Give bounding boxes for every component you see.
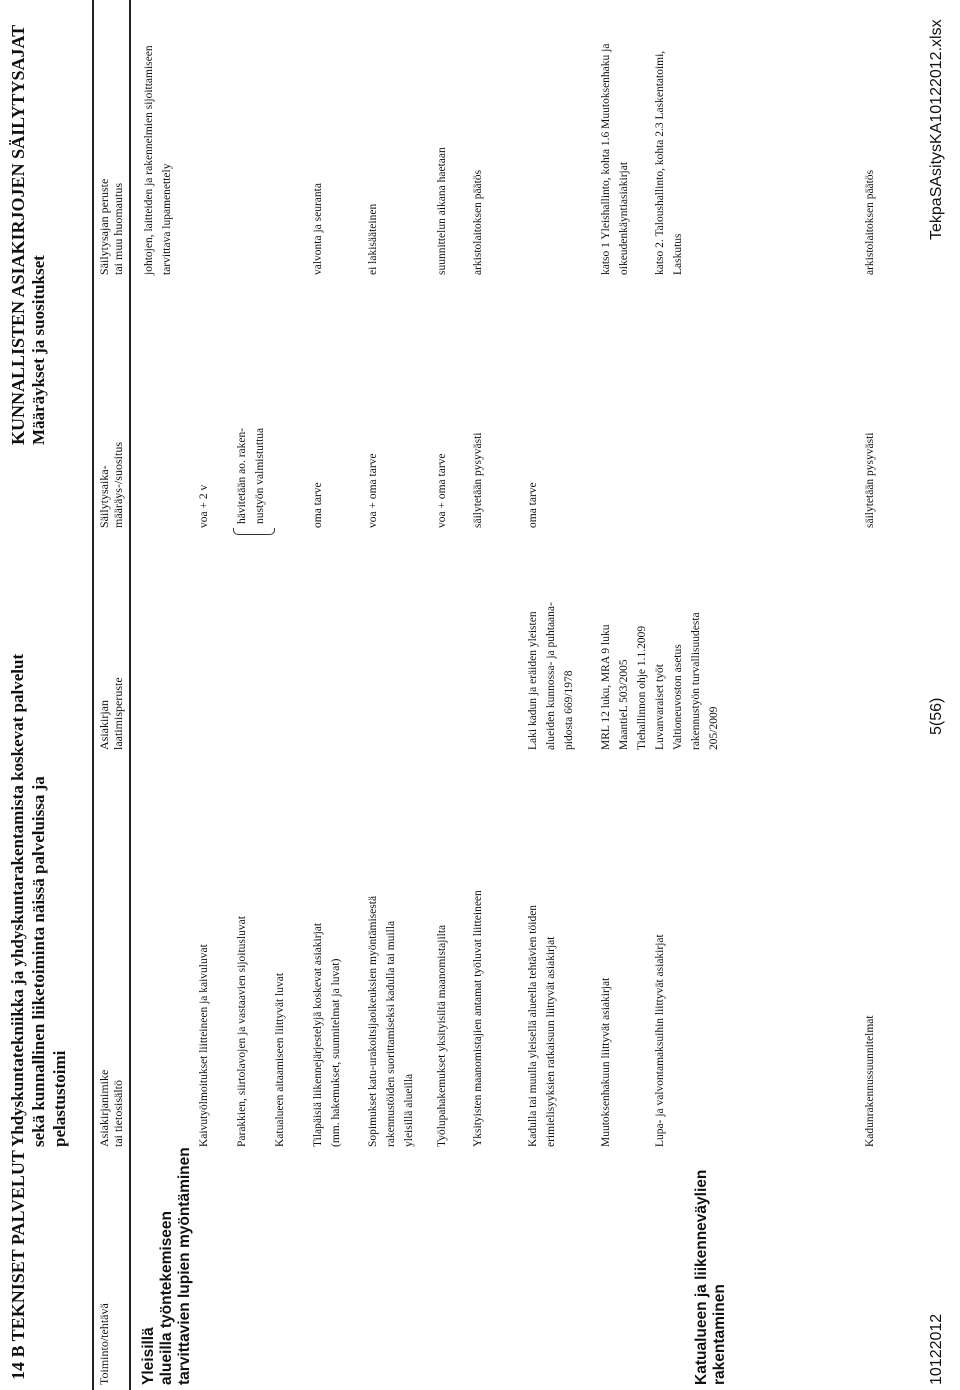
row-6-time: voa + oma tarve (367, 453, 379, 528)
column-header-activity: Toiminto/tehtävä (97, 1303, 111, 1385)
row-6-name-1: Sopimukset katu-urakoitsijaoikeuksien myöntämisestä (367, 895, 379, 1147)
row-7-name: Työlupahakemukset yksityisiltä maanomistajilta (436, 924, 448, 1147)
row-3-time-2: nustyön valmistuttua (254, 427, 266, 524)
row-5-time: oma tarve (312, 482, 324, 528)
row-10-note-1: katso 1 Yleishallinto, kohta 1.6 Muutoksenhaku ja (600, 43, 612, 275)
footer-date: 10122012 (928, 1313, 945, 1385)
row-11-note-2: Laskutus (672, 233, 684, 275)
subtitle-line-1: Yhdyskuntatekniikka ja yhdyskuntarakentamista koskevat palvelut (8, 653, 27, 1147)
row-6-note: ei lakisääteinen (367, 203, 379, 275)
row-11-note-1: katso 2. Taloushallinto, kohta 2.3 Laskentatoimi, (654, 50, 666, 275)
row-3-time-1: hävitetään ao. raken- (236, 427, 248, 524)
section-heading-line-1: Yleisillä (140, 1327, 157, 1385)
header-top-rule (92, 0, 94, 1390)
row-5-name-2: (mm. hakemukset, suunnitelmat ja luvat) (330, 958, 342, 1147)
subtitle-line-2: sekä kunnallinen liiketoiminta näissä palveluissa ja (29, 776, 48, 1147)
row-9-basis-1: Laki kadun ja eräiden yleisten (527, 611, 539, 750)
row-8-time: säilytetään pysyvästi (472, 432, 484, 528)
column-header-note-2: tai muu huomautus (111, 183, 125, 275)
row-10-basis-4: Luvanvaraiset työt (654, 664, 666, 750)
header-bottom-rule (129, 0, 131, 1390)
row-6-name-3: yleisillä alueilla (403, 1073, 415, 1147)
row-9-basis-3: pidosta 669/1978 (563, 670, 575, 750)
section-heading-2-line-1: Katualueen ja liikenneväylien (693, 1169, 710, 1385)
column-header-document-name-1: Asiakirjanimike (97, 1069, 111, 1147)
column-header-basis-2: laatimisperuste (111, 677, 125, 750)
row-6-name-2: rakennustöiden suorittamiseksi kadulla tai muilla (385, 920, 397, 1147)
row-7-note: suunnittelun aikana haetaan (436, 147, 448, 275)
row-5-name-1: Tilapäisiä liikennejärjestelyjä koskevat asiakirjat (312, 922, 324, 1147)
row-5-note: valvonta ja seuranta (312, 183, 324, 275)
row-9-name-2: erimielisyyksien ratkaisuun liittyvät asiakirjat (545, 936, 557, 1147)
column-header-basis-1: Asiakirjan (97, 700, 111, 750)
row-10-basis-1: MRL 12 luku, MRA 9 luku (600, 624, 612, 750)
section-heading-line-2: alueilla työntekemiseen (158, 1210, 175, 1385)
row-2-time: voa + 2 v (198, 484, 210, 528)
row-7-time: voa + oma tarve (436, 453, 448, 528)
row-12-name: Kadunrakennussuunnitelmat (864, 1015, 876, 1147)
row-9-time: oma tarve (527, 482, 539, 528)
row-8-name: Yksityisten maanomistajien antamat työluvat liitteineen (472, 890, 484, 1147)
row-10-basis-3: Tiehallinnon ohje 1.1.2009 (636, 625, 648, 750)
document-title: KUNNALLISTEN ASIAKIRJOJEN SÄILYTYSAJAT (8, 24, 28, 445)
row-10-basis-7: 205/2009 (708, 706, 720, 750)
brace-icon (233, 528, 275, 535)
row-12-note: arkistolaitoksen päätös (864, 169, 876, 275)
column-header-document-name-2: tai tietosisältö (111, 1080, 125, 1147)
row-1-note-1: johtojen, laitteiden ja rakennelmien sijoittamiseen (143, 45, 155, 275)
row-3-name: Parakkien, siirtolavojen ja vastaavien sijoitusluvat (236, 916, 248, 1147)
row-10-basis-5: Valtioneuvoston asetus (672, 644, 684, 750)
footer-page-number: 5(56) (928, 697, 945, 735)
row-8-note: arkistolaitoksen päätös (472, 169, 484, 275)
column-header-note-1: Säilytysajan peruste (97, 178, 111, 275)
row-11-name: Lupa- ja valvontamaksuihin liittyvät asiakirjat (654, 934, 666, 1147)
row-2-name: Kaivutyölmoitukset liitteineen ja kaivuluvat (198, 944, 210, 1147)
row-10-note-2: oikeudenkäyntiasiakirjat (618, 161, 630, 275)
row-9-name-1: Kadulla tai muulla yleisellä alueella tehtävien töiden (527, 904, 539, 1147)
row-12-time: säilytetään pysyvästi (864, 432, 876, 528)
footer-filename: TekpaSAsitysKA10122012.xlsx (928, 19, 945, 240)
row-10-name: Muutoksenhakuun liittyvät asiakirjat (600, 977, 612, 1147)
row-4-name: Katualueen aitaamiseen liittyvät luvat (274, 972, 286, 1147)
section-heading-2-line-2: rakentaminen (711, 1284, 728, 1385)
section-heading-line-3: tarvittavien lupien myöntäminen (176, 1147, 193, 1385)
section-title: 14 B TEKNISET PALVELUT (8, 1150, 28, 1380)
column-header-retention-1: Säilytysaika- (97, 465, 111, 528)
row-10-basis-6: rakennustyön turvallisuudesta (690, 612, 702, 750)
row-1-note-2: tarvittava lupamenettely (161, 163, 173, 275)
document-subtitle: Määräykset ja suositukset (29, 255, 48, 445)
column-header-retention-2: määräys-/suositus (111, 442, 125, 528)
row-10-basis-2: MaantieL 503/2005 (618, 659, 630, 750)
row-9-basis-2: alueiden kunnossa- ja puhtaana- (545, 602, 557, 750)
subtitle-line-3: pelastustoimi (50, 1050, 69, 1147)
